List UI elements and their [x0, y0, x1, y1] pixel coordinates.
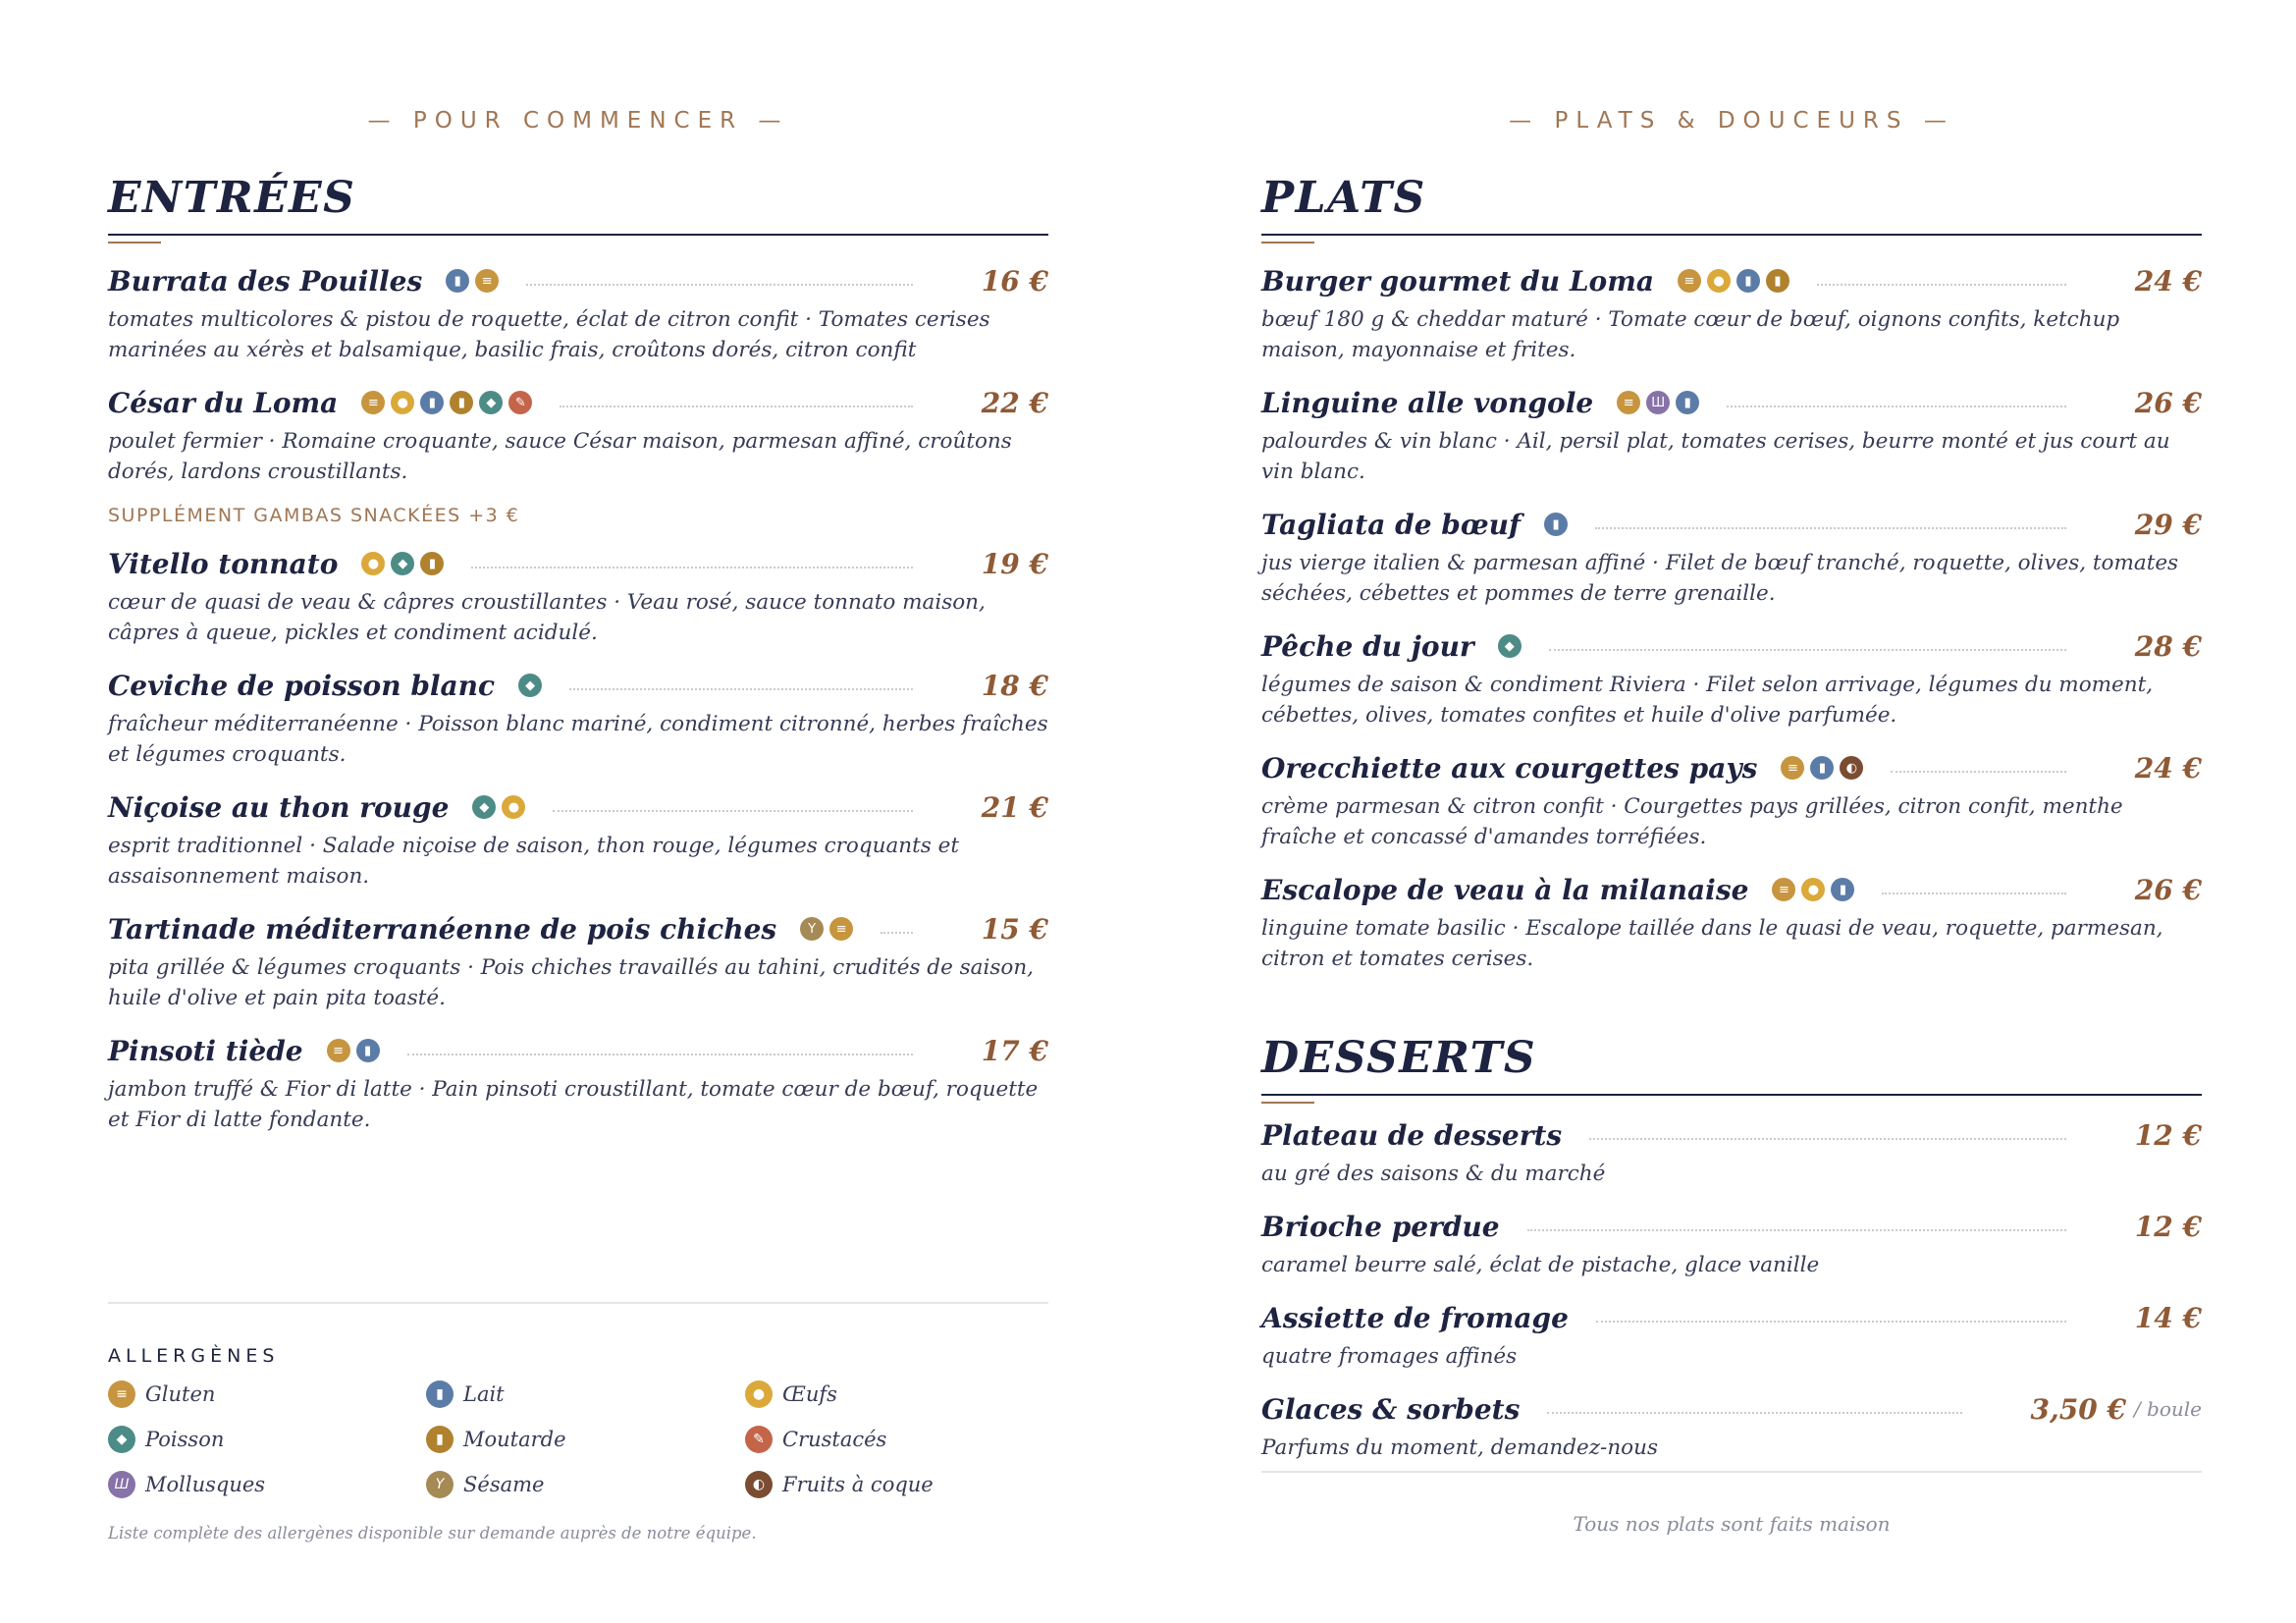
gluten-icon: ≡ — [327, 1039, 350, 1062]
allergens-grid — [108, 1380, 1048, 1498]
dish-name: Tagliata de bœuf — [1261, 508, 1522, 541]
dot-leader — [1891, 771, 2065, 773]
mollusques-icon: Ш — [1646, 391, 1670, 414]
moutarde-icon: ▮ — [450, 391, 473, 414]
allergen-icons — [1498, 634, 1522, 658]
menu-item-header — [1261, 870, 2202, 909]
dot-leader — [1596, 1321, 2066, 1323]
dish-name: Brioche perdue — [1261, 1210, 1500, 1243]
supplement-note: SUPPLÉMENT GAMBAS SNACKÉES +3 € — [108, 505, 520, 526]
dish-description: au gré des saisons & du marché — [1261, 1162, 1606, 1186]
menu-item-header — [1261, 626, 2202, 666]
lait-icon: ▮ — [1676, 391, 1699, 414]
dish-price: 28 € — [2134, 629, 2202, 663]
gluten-icon: ≡ — [1772, 878, 1795, 901]
page-plats-desserts — [1261, 0, 2202, 1536]
dish-price: 22 € — [981, 386, 1048, 419]
moutarde-icon: ▮ — [420, 552, 444, 575]
allergen-crustaces — [745, 1426, 1048, 1453]
menu-item — [108, 261, 1048, 365]
allergen-icons — [446, 269, 499, 293]
dish-price: 24 € — [2134, 264, 2202, 298]
section-title-entrees: ENTRÉES — [108, 173, 356, 223]
dish-price: 18 € — [981, 669, 1048, 702]
section-title-desserts: DESSERTS — [1261, 1033, 1537, 1083]
menu-item-header — [1261, 261, 2202, 300]
allergen-lait — [426, 1380, 745, 1408]
dish-name: Burger gourmet du Loma — [1261, 264, 1654, 298]
menu-item — [1261, 748, 2202, 852]
oeufs-icon: ● — [745, 1380, 773, 1408]
lait-icon: ▮ — [420, 391, 444, 414]
footer — [1261, 1471, 2202, 1536]
allergens-title: ALLERGÈNES — [108, 1345, 280, 1367]
dish-description: cœur de quasi de veau & câpres croustillantes · Veau rosé, sauce tonnato maison, câpres à queue, pickles et condiment acidulé. — [108, 590, 986, 645]
allergen-icons — [1617, 391, 1699, 414]
dish-description: linguine tomate basilic · Escalope taillée dans le quasi de veau, roquette, parmesan, citron et tomates cerises. — [1261, 916, 2163, 971]
section-rule — [108, 234, 1048, 236]
lait-icon: ▮ — [1831, 878, 1854, 901]
dot-leader — [1549, 649, 2066, 651]
dish-price: 21 € — [981, 790, 1048, 824]
menu-item-header — [1261, 1389, 2202, 1429]
menu-item-header — [108, 909, 1048, 948]
dish-price: 12 € — [2134, 1210, 2202, 1243]
dish-price: 15 € — [981, 912, 1048, 946]
dish-description: légumes de saison & condiment Riviera · Filet selon arrivage, légumes du moment, cébettes, olives, tomates confites et huile d'olive parfumée. — [1261, 673, 2154, 728]
dish-price: 17 € — [981, 1034, 1048, 1067]
allergen-icons — [1678, 269, 1789, 293]
menu-item-header — [108, 1031, 1048, 1070]
section-title-plats: PLATS — [1261, 173, 1426, 223]
allergen-icons — [1544, 513, 1568, 536]
allergen-icons — [361, 391, 532, 414]
allergen-label: Moutarde — [463, 1428, 566, 1451]
allergen-oeufs — [745, 1380, 1048, 1408]
dot-leader — [1527, 1229, 2066, 1231]
dish-name: Burrata des Pouilles — [108, 264, 423, 298]
gluten-icon: ≡ — [1678, 269, 1701, 293]
allergen-icons — [518, 674, 542, 697]
oeufs-icon: ● — [502, 795, 525, 819]
dish-description: poulet fermier · Romaine croquante, sauce César maison, parmesan affiné, croûtons dorés, lardons croustillants. — [108, 429, 1012, 484]
menu-item — [108, 666, 1048, 770]
allergen-label: Gluten — [145, 1382, 216, 1406]
menu-item — [108, 544, 1048, 648]
dot-leader — [1589, 1138, 2066, 1140]
lait-icon: ▮ — [356, 1039, 380, 1062]
dot-leader — [526, 284, 913, 286]
dish-name: Pêche du jour — [1261, 629, 1474, 663]
lait-icon: ▮ — [446, 269, 469, 293]
dish-description: caramel beurre salé, éclat de pistache, glace vanille — [1261, 1253, 1820, 1277]
menu-item — [1261, 1389, 2202, 1463]
menu-item — [1261, 1207, 2202, 1280]
dish-name: Orecchiette aux courgettes pays — [1261, 751, 1758, 784]
dot-leader — [560, 406, 912, 407]
allergen-label: Crustacés — [782, 1428, 887, 1451]
menu-item-header — [1261, 748, 2202, 787]
dish-name: Plateau de desserts — [1261, 1118, 1563, 1152]
menu-item — [1261, 383, 2202, 487]
dish-price: 19 € — [981, 547, 1048, 580]
allergen-icons — [327, 1039, 380, 1062]
gluten-icon: ≡ — [1617, 391, 1640, 414]
sesame-icon: Y — [800, 917, 824, 941]
dot-leader — [1817, 284, 2066, 286]
menu-item-header — [1261, 1115, 2202, 1155]
dish-description: bœuf 180 g & cheddar maturé · Tomate cœur de bœuf, oignons confits, ketchup maison, mayonnaise et frites. — [1261, 307, 2120, 362]
desserts-list — [1261, 1115, 2202, 1463]
poisson-icon: ◆ — [472, 795, 496, 819]
dish-name: Glaces & sorbets — [1261, 1392, 1521, 1426]
dish-name: Vitello tonnato — [108, 547, 339, 580]
gluten-icon: ≡ — [829, 917, 853, 941]
lait-icon: ▮ — [1810, 756, 1834, 780]
dot-leader — [553, 810, 912, 812]
dish-name: Escalope de veau à la milanaise — [1261, 873, 1749, 906]
dot-leader — [881, 932, 913, 934]
dish-description: Parfums du moment, demandez-nous — [1261, 1435, 1658, 1460]
poisson-icon: ◆ — [1498, 634, 1522, 658]
allergen-fruits — [745, 1471, 1048, 1498]
entrees-list — [108, 261, 1048, 1135]
allergen-icons — [472, 795, 525, 819]
fruits-icon: ◐ — [745, 1471, 773, 1498]
dish-price: 24 € — [2134, 751, 2202, 784]
allergen-mollusques — [108, 1471, 426, 1498]
dish-description: fraîcheur méditerranéenne · Poisson blanc mariné, condiment citronné, herbes fraîches et légumes croquants. — [108, 712, 1048, 767]
kicker-pour-commencer: — POUR COMMENCER — — [367, 108, 789, 134]
dot-leader — [1882, 893, 2065, 894]
allergen-label: Mollusques — [145, 1473, 266, 1496]
menu-item — [108, 383, 1048, 526]
menu-item — [108, 909, 1048, 1013]
allergen-label: Sésame — [463, 1473, 545, 1496]
allergens-legend — [108, 1302, 1048, 1542]
dot-leader — [1547, 1412, 1961, 1414]
dot-leader — [471, 567, 912, 568]
dot-leader — [569, 688, 913, 690]
crustaces-icon: ✎ — [508, 391, 532, 414]
allergen-label: Fruits à coque — [782, 1473, 934, 1496]
lait-icon: ▮ — [1544, 513, 1568, 536]
menu-item-header — [1261, 1298, 2202, 1337]
menu-item — [1261, 626, 2202, 730]
menu-item-header — [108, 787, 1048, 827]
dish-price: 14 € — [2134, 1301, 2202, 1334]
gluten-icon: ≡ — [108, 1380, 135, 1408]
menu-item-header — [108, 383, 1048, 422]
price-unit: / boule — [2133, 1397, 2202, 1421]
dish-name: Niçoise au thon rouge — [108, 790, 450, 824]
menu-item-header — [108, 666, 1048, 705]
menu-item — [1261, 1115, 2202, 1189]
mollusques-icon: Ш — [108, 1471, 135, 1498]
menu-item — [1261, 870, 2202, 974]
allergen-label: Lait — [463, 1382, 505, 1406]
dish-description: crème parmesan & citron confit · Courgettes pays grillées, citron confit, menthe fraîche et concassé d'amandes torréfiées. — [1261, 794, 2123, 849]
dish-name: Ceviche de poisson blanc — [108, 669, 496, 702]
allergen-sesame — [426, 1471, 745, 1498]
moutarde-icon: ▮ — [426, 1426, 454, 1453]
menu-item — [1261, 505, 2202, 609]
allergen-label: Œufs — [782, 1382, 837, 1406]
dish-price: 26 € — [2134, 386, 2202, 419]
dish-name: Assiette de fromage — [1261, 1301, 1569, 1334]
oeufs-icon: ● — [1801, 878, 1825, 901]
moutarde-icon: ▮ — [1766, 269, 1789, 293]
allergen-label: Poisson — [145, 1428, 225, 1451]
oeufs-icon: ● — [361, 552, 385, 575]
dish-description: palourdes & vin blanc · Ail, persil plat, tomates cerises, beurre monté et jus court au vin blanc. — [1261, 429, 2170, 484]
dot-leader — [407, 1054, 913, 1055]
plats-list — [1261, 261, 2202, 974]
oeufs-icon: ● — [1707, 269, 1731, 293]
allergen-icons — [361, 552, 444, 575]
menu-item-header — [1261, 505, 2202, 544]
menu-item — [1261, 261, 2202, 365]
dish-name: César du Loma — [108, 386, 339, 419]
menu-item-header — [1261, 1207, 2202, 1246]
footer-text: Tous nos plats sont faits maison — [1573, 1512, 1891, 1536]
poisson-icon: ◆ — [108, 1426, 135, 1453]
allergen-gluten — [108, 1380, 426, 1408]
dish-price: 26 € — [2134, 873, 2202, 906]
dish-description: esprit traditionnel · Salade niçoise de saison, thon rouge, légumes croquants et assaisonnement maison. — [108, 834, 959, 889]
dish-description: pita grillée & légumes croquants · Pois chiches travaillés au tahini, crudités de saison, huile d'olive et pain pita toasté. — [108, 955, 1035, 1010]
poisson-icon: ◆ — [479, 391, 503, 414]
allergen-icons — [1781, 756, 1863, 780]
menu-item-header — [1261, 383, 2202, 422]
dish-price: 29 € — [2134, 508, 2202, 541]
dish-price: 12 € — [2134, 1118, 2202, 1152]
poisson-icon: ◆ — [518, 674, 542, 697]
oeufs-icon: ● — [391, 391, 414, 414]
fruits-icon: ◐ — [1840, 756, 1863, 780]
gluten-icon: ≡ — [361, 391, 385, 414]
dish-name: Tartinade méditerranéenne de pois chiches — [108, 912, 777, 946]
menu-item-header — [108, 261, 1048, 300]
allergen-moutarde — [426, 1426, 745, 1453]
dot-leader — [1727, 406, 2066, 407]
dish-name: Pinsoti tiède — [108, 1034, 303, 1067]
allergen-icons — [1772, 878, 1854, 901]
menu-item — [108, 787, 1048, 892]
dish-name: Linguine alle vongole — [1261, 386, 1594, 419]
allergen-poisson — [108, 1426, 426, 1453]
poisson-icon: ◆ — [391, 552, 414, 575]
allergens-note: Liste complète des allergènes disponible sur demande auprès de notre équipe. — [108, 1524, 757, 1542]
dish-description: jambon truffé & Fior di latte · Pain pinsoti croustillant, tomate cœur de bœuf, roquette et Fior di latte fondante. — [108, 1077, 1039, 1132]
section-rule — [1261, 234, 2202, 236]
menu-item — [108, 1031, 1048, 1135]
page-entrees — [108, 0, 1048, 1542]
sesame-icon: Y — [426, 1471, 454, 1498]
gluten-icon: ≡ — [475, 269, 499, 293]
dish-price: 16 € — [981, 264, 1048, 298]
crustaces-icon: ✎ — [745, 1426, 773, 1453]
kicker-plats-douceurs: — PLATS & DOUCEURS — — [1509, 108, 1954, 134]
gluten-icon: ≡ — [1781, 756, 1804, 780]
lait-icon: ▮ — [426, 1380, 454, 1408]
menu-item — [1261, 1298, 2202, 1372]
dot-leader — [1595, 527, 2066, 529]
dish-price: 3,50 € — [2030, 1392, 2126, 1426]
section-rule — [1261, 1094, 2202, 1096]
dish-description: tomates multicolores & pistou de roquette, éclat de citron confit · Tomates cerises marinées au xérès et balsamique, basilic frais, croûtons dorés, citron confit — [108, 307, 990, 362]
menu-item-header — [108, 544, 1048, 583]
allergen-icons — [800, 917, 853, 941]
dish-description: quatre fromages affinés — [1261, 1344, 1518, 1369]
lait-icon: ▮ — [1736, 269, 1760, 293]
dish-description: jus vierge italien & parmesan affiné · Filet de bœuf tranché, roquette, olives, tomates séchées, cébettes et pommes de terre grenaille. — [1261, 551, 2179, 606]
